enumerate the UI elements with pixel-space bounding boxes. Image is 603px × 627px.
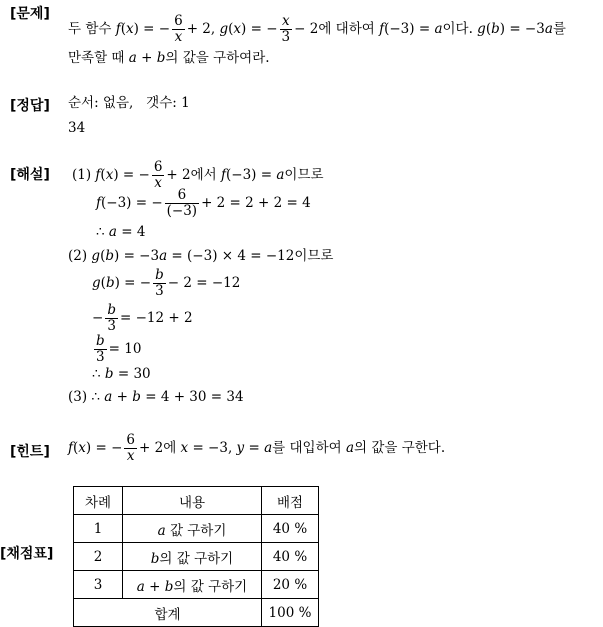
row-content: a 값 구하기 bbox=[123, 515, 262, 543]
problem-line-1: 두 함수 f(x) = − $\frac{6}{x}$ + 2, g(x) = − $\frac{x}{3}$ − 2에 대하여 f(−3) = a이다. g(b) = −3a를 bbox=[68, 13, 566, 45]
solution-step-1: (1) f(x) = − $\frac{6}{x}$ + 2에서 f(−3) = a이므로 bbox=[72, 159, 324, 191]
table-row bbox=[74, 543, 319, 571]
step-number: (3) bbox=[68, 389, 88, 405]
answer-order: 순서: 없음, bbox=[68, 95, 134, 111]
answer-meta bbox=[68, 97, 190, 111]
solution-text: 이므로 bbox=[284, 167, 324, 184]
problem-text: 를 bbox=[552, 21, 566, 38]
problem-label: [문제] bbox=[10, 6, 50, 22]
row-score: 40 % bbox=[262, 543, 319, 571]
fraction: $\frac{x}{3}$ bbox=[281, 13, 291, 45]
solution-text: 에서 bbox=[190, 167, 217, 184]
problem-text: 의 값을 구하여라. bbox=[165, 50, 270, 66]
row-content-text: 값 구하기 bbox=[169, 522, 227, 539]
solution-text: 이므로 bbox=[294, 248, 334, 264]
rubric-table bbox=[73, 486, 319, 627]
column-header: 배점 bbox=[262, 487, 319, 515]
solution-eq-6: ∴ b = 30 bbox=[92, 366, 151, 382]
table-header-row bbox=[74, 487, 319, 515]
row-content-text: 의 값 구하기 bbox=[159, 550, 234, 567]
row-score: 20 % bbox=[262, 571, 319, 599]
problem-text: 이다. bbox=[442, 21, 473, 38]
fraction: $\frac{6}{(-3)}$ bbox=[166, 187, 198, 219]
problem-text: 두 함수 bbox=[68, 21, 112, 38]
problem-text: 에 대하여 bbox=[318, 21, 375, 38]
fraction: $\frac{6}{x}$ bbox=[174, 13, 183, 45]
row-number: 2 bbox=[74, 543, 123, 571]
hint-text: 에 bbox=[163, 440, 177, 457]
answer-label: [정답] bbox=[10, 98, 50, 114]
row-content: b의 값 구하기 bbox=[123, 543, 262, 571]
column-header: 내용 bbox=[123, 487, 262, 515]
step-number: (2) bbox=[68, 248, 88, 264]
table-row bbox=[74, 515, 319, 543]
solution-step-3: (3) ∴ a + b = 4 + 30 = 34 bbox=[68, 389, 244, 405]
solution-eq-3: g(b) = − $\frac{b}{3}$ − 2 = −12 bbox=[92, 267, 241, 299]
row-number: 3 bbox=[74, 571, 123, 599]
total-label: 합계 bbox=[74, 599, 262, 627]
rubric-label: [채점표] bbox=[0, 546, 54, 562]
table-row bbox=[74, 571, 319, 599]
hint-line: f(x) = − $\frac{6}{x}$ + 2에 x = −3, y = a를 대입하여 a의 값을 구한다. bbox=[68, 432, 446, 464]
fraction: $\frac{b}{3}$ bbox=[155, 267, 164, 299]
hint-text: 를 대입하여 bbox=[272, 440, 342, 457]
answer-value: 34 bbox=[68, 120, 86, 136]
row-score: 40 % bbox=[262, 515, 319, 543]
solution-step-2: (2) g(b) = −3a = (−3) × 4 = −12이므로 bbox=[68, 248, 334, 264]
hint-label: [힌트] bbox=[10, 444, 50, 460]
table-total-row bbox=[74, 599, 319, 627]
solution-eq-5: $\frac{b}{3}$ = 10 bbox=[96, 333, 142, 365]
hint-text: 의 값을 구한다. bbox=[354, 440, 446, 457]
total-score: 100 % bbox=[262, 599, 319, 627]
solution-eq-2: ∴ a = 4 bbox=[96, 224, 146, 240]
fraction: $\frac{b}{3}$ bbox=[107, 302, 116, 334]
row-content-text: 의 값 구하기 bbox=[173, 578, 248, 595]
problem-line-2: 만족할 때 a + b의 값을 구하여라. bbox=[68, 50, 270, 66]
solution-label: [해설] bbox=[10, 167, 50, 183]
problem-text: 만족할 때 bbox=[68, 50, 125, 66]
step-number: (1) bbox=[72, 167, 92, 184]
solution-eq-1: f(−3) = − $\frac{6}{(-3)}$ + 2 = 2 + 2 = 4 bbox=[96, 187, 311, 219]
fraction: $\frac{6}{x}$ bbox=[153, 159, 163, 191]
column-header: 차례 bbox=[74, 487, 123, 515]
solution-eq-4: − $\frac{b}{3}$ = −12 + 2 bbox=[92, 302, 193, 334]
fraction: $\frac{b}{3}$ bbox=[96, 333, 105, 365]
row-content: a + b의 값 구하기 bbox=[123, 571, 262, 599]
answer-count: 갯수: 1 bbox=[146, 95, 190, 111]
fraction: $\frac{6}{x}$ bbox=[126, 432, 135, 464]
row-number: 1 bbox=[74, 515, 123, 543]
